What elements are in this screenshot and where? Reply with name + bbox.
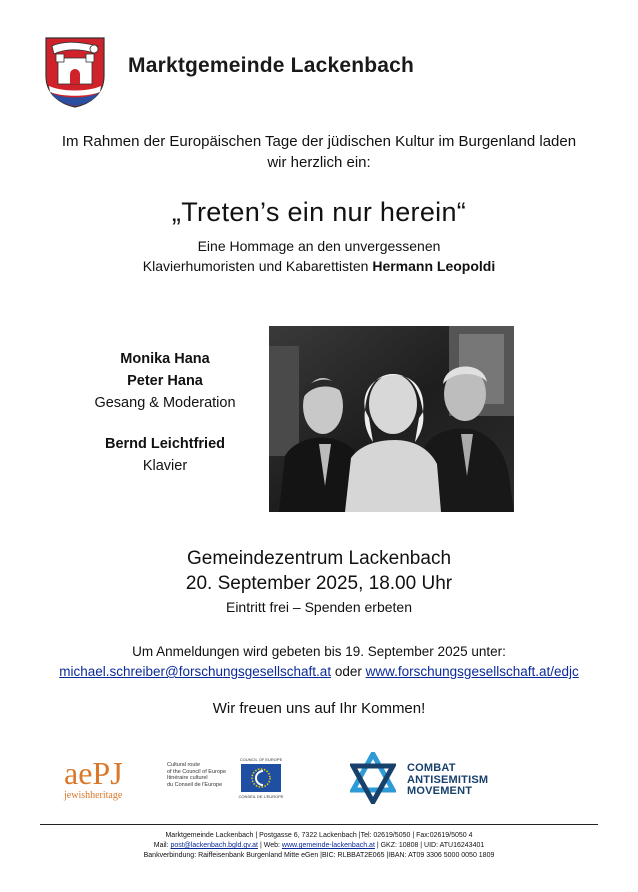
registration-email-link[interactable]: michael.schreiber@forschungsgesellschaft.at [59, 664, 332, 679]
event-title: „Treten’s ein nur herein“ [171, 197, 467, 227]
footer-mail-label: Mail: [153, 842, 169, 849]
subtitle-line-2 [0, 256, 638, 276]
footer-divider [40, 824, 598, 825]
venue-location: Gemeindezentrum Lackenbach [186, 548, 452, 569]
subtitle-prefix: Klavierhumoristen und Kabarettisten [142, 258, 369, 274]
cultural-route-line: of the Council of Europe [167, 768, 227, 775]
cultural-route-line: Cultural route [167, 762, 201, 768]
footer-web-label: | Web: [259, 842, 280, 849]
registration-connector: oder [334, 664, 362, 679]
cam-line: COMBAT [407, 762, 456, 774]
intro-line-2: wir herzlich ein: [267, 154, 371, 171]
venue-datetime: 20. September 2025, 18.00 Uhr [185, 573, 453, 594]
honoree-name: Hermann Leopoldi [372, 258, 496, 274]
footer [0, 831, 638, 861]
cultural-route-line: Itinéraire culturel [167, 775, 208, 781]
coe-logo-bottom-text: CONSEIL DE L'EUROPE [238, 794, 284, 799]
aepj-logo-icon [62, 754, 172, 802]
cam-line: ANTISEMITISM [407, 773, 489, 786]
municipal-crest-icon [44, 36, 106, 108]
event-subtitle [0, 236, 638, 276]
combat-antisemitism-star-icon [350, 752, 396, 804]
registration-website-link[interactable]: www.forschungsgesellschaft.at/edjc [365, 664, 579, 679]
cultural-route-text [167, 762, 231, 788]
registration-block [0, 642, 638, 682]
coe-logo-top-text: COUNCIL OF EUROPE [239, 757, 283, 762]
performer-name: Peter Hana [127, 373, 203, 389]
footer-bank: Bankverbindung: Raiffeisenbank Burgenland Mitte eGen |BIC: RLBBAT2E065 |IBAN: AT09 3306 5000 0050 1809 [143, 852, 495, 859]
registration-text: Um Anmeldungen wird gebeten bis 19. September 2025 unter: [132, 644, 506, 659]
aepj-logo-text: aePJ [64, 755, 123, 791]
footer-contact [0, 841, 638, 851]
performer-role: Klavier [142, 458, 188, 474]
footer-web-link[interactable]: www.gemeinde-lackenbach.at [281, 842, 375, 849]
venue-block [0, 546, 638, 596]
performer-name: Bernd Leichtfried [104, 436, 226, 452]
footer-ids: | GKZ: 10808 | UID: ATU16243401 [376, 842, 485, 849]
subtitle-line-1: Eine Hommage an den unvergessenen [197, 238, 441, 254]
performers-photo [269, 326, 514, 512]
entry-note: Eintritt frei – Spenden erbeten [225, 599, 412, 615]
intro-line-1: Im Rahmen der Europäischen Tage der jüdischen Kultur im Burgenland laden [61, 133, 577, 150]
aepj-logo-subtext: jewishheritage [64, 790, 123, 801]
combat-antisemitism-text [407, 763, 488, 798]
council-of-europe-logo-icon [233, 756, 289, 800]
cam-line: MOVEMENT [407, 785, 473, 797]
organization-name: Marktgemeinde Lackenbach [128, 54, 415, 77]
performers-block [70, 348, 260, 477]
footer-address: Marktgemeinde Lackenbach | Postgasse 6, 7322 Lackenbach |Tel: 02619/5050 | Fax:02619/5050 4 [165, 832, 473, 839]
intro-text [30, 131, 608, 173]
cultural-route-line: du Conseil de l'Europe [167, 781, 223, 788]
closing-text: Wir freuen uns auf Ihr Kommen! [212, 700, 426, 717]
performer-role: Gesang & Moderation [94, 395, 236, 411]
footer-mail-link[interactable]: post@lackenbach.bgld.gv.at [170, 842, 258, 849]
performer-name: Monika Hana [120, 351, 210, 367]
